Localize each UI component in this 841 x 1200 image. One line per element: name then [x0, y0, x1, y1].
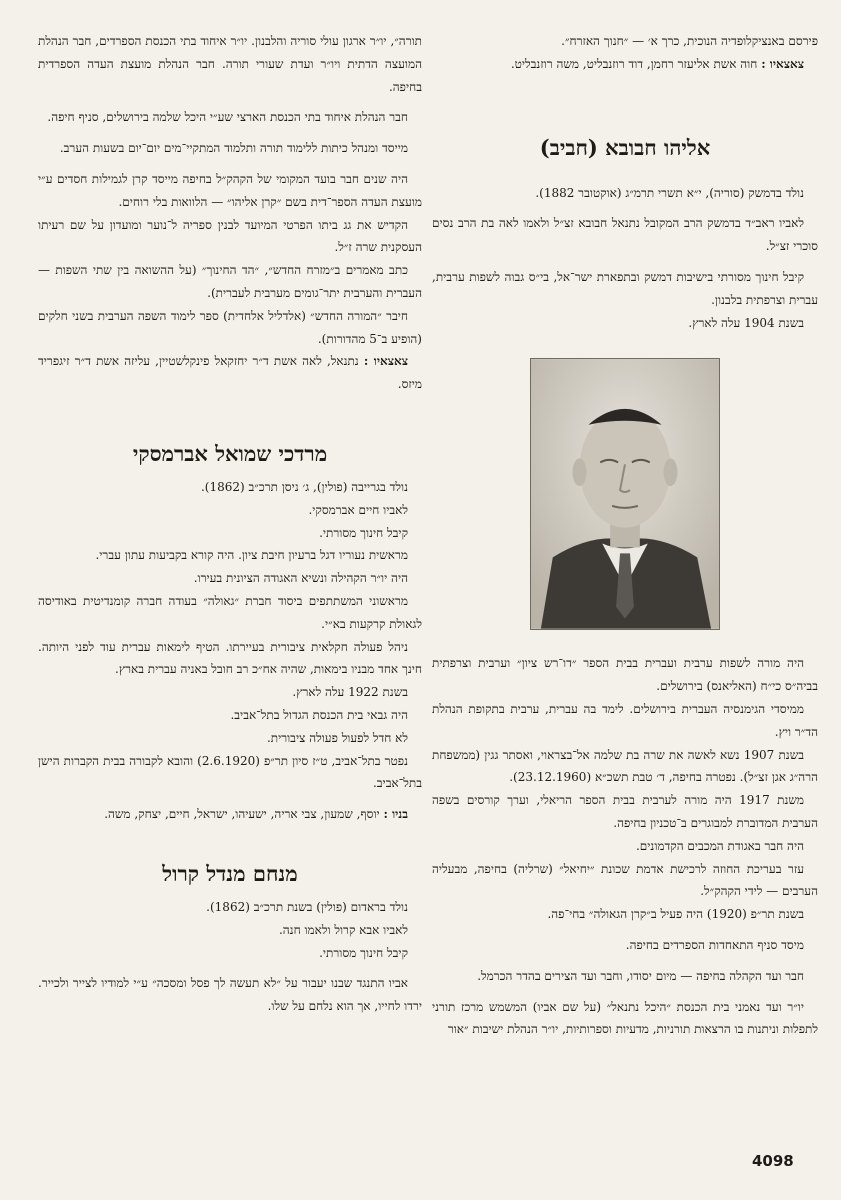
bio-paragraph: בשנת 1922 עלה לארץ.: [292, 685, 408, 700]
bio-paragraph: היה מורה לשפות ערבית ועברית בבית הספר ״דו־רש ציון״ וערבית וצרפתית בביה״ס כי״ח (האליאנס) בירושלים.: [432, 656, 818, 694]
children-label: צאצאיו :: [761, 56, 804, 71]
children-label: בניו :: [383, 807, 408, 822]
children-text: יוסף, שמעון, צבי אריה, ישעיהו, ישראל, חיים, יצחק, משה.: [104, 807, 380, 822]
portrait-illustration: [531, 359, 719, 629]
bio-paragraph: ניהל פעולה חקלאית ציבורית בעיירתו. הטיף לימאות עברית עוד לפני היותה. חינך אחד מבניו בימאות, שהיה אח״כ רב חובל באניה עברית בארץ.: [38, 639, 422, 677]
bio-paragraph: מיסד סניף התאחדות הספרדים בחיפה.: [625, 937, 804, 952]
section-title-mordechai: מרדכי שמואל אברמסקי: [132, 440, 328, 466]
children-text: חוה אשת אליעזר רחמן, דוד רוזנבליט, משה רוזנבליט.: [510, 56, 758, 71]
bio-paragraph: בשנת תר״פ (1920) היה פעיל ב״קרן הגאולה״ בחי־פה.: [547, 907, 804, 922]
bio-paragraph: חבר ועד הקהלה בחיפה — מיום יסודו, וחבר ועד הצירים בהדר הכרמל.: [477, 968, 804, 983]
bio-paragraph: היה שנים חבר בועד המקומי של הקהק״ל בחיפה מייסד קרן לגמילות חסדים ע״י מועצת העדה הספר־דית בשם ״קרן אליהו״ — הלוואות בלי רוחים.: [38, 171, 422, 209]
bio-paragraph: מראשוני המשתתפים ביסוד חברת ״גאולה״ בעודה חברה קומנדיטית באודיסה לגאולת קרקעות בא״י.: [38, 593, 422, 631]
bio-paragraph: משנת 1917 היה מורה לערבית בבית הספר הריאלי, וערך קורסים בשפה הערבית המדוברת למבוגרים ב־טכניון בחיפה.: [432, 793, 818, 830]
bio-paragraph: הקדיש את גג ביתו הפרטי המיועד לבנין ספריה ל־נוער ומועדון על שם רעיתו העסקנית שרה ז״ל.: [38, 217, 422, 255]
bio-paragraph: היה חבר באגודת המכבים הקדמונים.: [635, 838, 804, 853]
bio-paragraph: עזר בעריכת החוזה לרכישת אדמת שכונת ״יחיאל״ (שרליה) בחיפה, מבעליה הערבים — לידי הקהק״ל.: [432, 861, 818, 899]
children-paragraph: [38, 803, 422, 826]
children-text: נתנאל, לאה אשת ד״ר יחזקאל פינקלשטיין, עליזה אשת ד״ר זיגפריד מיזס.: [38, 354, 422, 392]
bio-paragraph: יו״ר ועד נאמני בית הכנסת ״היכל נתנאל״ (על שם אביו) המשמש מרכז תורני לתפלות וניתנות בו הרצאות תורניות, מדעיות וספרותיות, יו״ר הנהלת ישיבות ״אור: [432, 999, 818, 1037]
bio-paragraph: קיבל חינוך מסורתי.: [319, 525, 408, 540]
bio-paragraph: אביו התנגד שבנו יעבור על ״לא תעשה לך פסל ומסכה״ ע״י למודיו לצייר ולכייר. ירדו לחייו, אך הוא נלחם על שלו.: [38, 976, 422, 1014]
bio-paragraph: קיבל חינוך מסורתי.: [319, 945, 408, 960]
portrait-photo-frame: [432, 358, 818, 630]
section-title-menachem: מנחם מנדל קרול: [162, 860, 298, 886]
bio-paragraph: היה גבאי בית הכנסת הגדול בתל־אביב.: [230, 707, 408, 722]
bio-paragraph: נולד בדמשק (סוריה), י״א תשרי תרמ״ג (אוקטובר 1882).: [535, 185, 804, 200]
bio-paragraph: תורה״, יו״ר ארגון עולי סוריה והלבנון. יו״ר איחוד בתי הכנסת הספרדים, חבר הנהלת המועצה הדתית ויו״ר ועדת שעורי תורה. חבר הנהלת מועצת העדה הספרדית בחיפה.: [38, 34, 422, 94]
bio-paragraph: בשנת 1907 נשא לאשה את שרה בת שלמה אל־בצראוי, ואסתר גגין (ממשפחת הרה״ג אגן זצ״ל). נפטרה בחיפה, ד׳ טבת תשכ״א (23.12.1960).: [432, 747, 818, 785]
bio-paragraph: לאביו ראב״ד בדמשק הרב המקובל נתנאל חבובא זצ״ל ולאמו לאה בת הרב נסים סוכרי זצ״ל.: [432, 216, 818, 254]
left-column: [38, 30, 422, 1018]
bio-paragraph: נולד בגרייבה (פולין), ג׳ ניסן תרכ״ב (1862).: [200, 479, 408, 494]
bio-paragraph: קיבל חינוך מסורתי בישיבות דמשק ובתפארת ישר־אל, בי״ס גבוה לשפות ערבית, עברית וצרפתית בלבנון.: [432, 269, 818, 307]
bio-paragraph: היה יו״ר הקהילה ונשיא האגודה הציונית בעירו.: [193, 571, 408, 586]
right-top-children: [432, 53, 818, 76]
children-paragraph: [38, 350, 422, 396]
bio-paragraph: נולד בראדום (פולין) בשנת תרכ״ב (1862).: [206, 899, 408, 914]
right-top-paragraph: פירסם באנציקלופדיה הנוכית, כרך א׳ — ״חנוך האזרח״.: [561, 34, 818, 48]
bio-paragraph: מראשית נעוריו דגל ברעיון חיבת ציון. היה קורא בקביעות עתון עברי.: [95, 548, 408, 563]
bio-paragraph: חבר הנהלת איחוד בתי הכנסת הארצי שע״י היכל שלמה בירושלים, סניף חיפה.: [47, 110, 408, 125]
bio-paragraph: נפטר בתל־אביב, ט״ז סיון תר״פ (2.6.1920) והובא לקבורה בבית הקברות הישן בתל־אביב.: [38, 753, 422, 791]
bio-paragraph: כתב מאמרים ב״מזרח החדש״, ״הד החינוך״ (על ההשואה בין שתי השפות — העברית והערבית יתר־גומים מערבית לעברית).: [38, 263, 422, 300]
bio-paragraph: לא חדל לפעול פעולה ציבורית.: [266, 730, 408, 745]
bio-paragraph: בשנת 1904 עלה לארץ.: [688, 315, 804, 330]
portrait-photo: [530, 358, 720, 630]
bio-paragraph: ממיסדי הגימנסיה העברית בירושלים. לימד בה עברית, ערבית בתקופת הנהלת הד״ר ויץ.: [432, 701, 818, 739]
page-number: 4098: [752, 1152, 794, 1170]
bio-paragraph: חיבר ״המורה החדש״ (אלדליל אלחדית) ספר לימוד השפה הערבית בשני חלקים (הופיע ב־5 מהדורות).: [38, 308, 422, 346]
bio-paragraph: מייסד ומנהל כיתות ללימוד תורה ותלמוד המתקיי־מים יום־יום בשעות הערב.: [59, 141, 408, 156]
bio-paragraph: לאביו חיים אברמסקי.: [308, 502, 408, 517]
right-column: [432, 30, 818, 1041]
children-label: צאצאיו :: [363, 354, 408, 369]
section-title-eliyahu: אליהו חבובא (חביב): [539, 134, 711, 160]
bio-paragraph: לאביו אבא קרול ולאמו חנה.: [278, 922, 408, 937]
